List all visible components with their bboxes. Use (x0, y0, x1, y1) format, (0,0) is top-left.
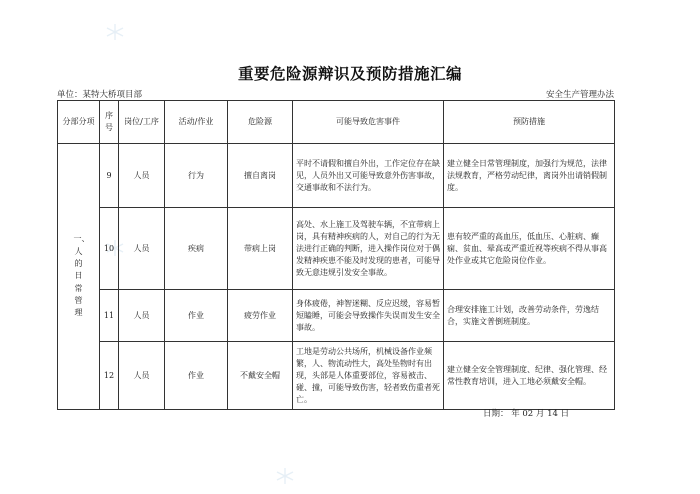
header-activity: 活动/作业 (165, 101, 228, 144)
measures-cell: 建立健全日常管理制度，加强行为规范，法律法规教育，严格劳动纪律，离岗外出请销假制度。 (444, 144, 615, 208)
unit-label: 单位：某特大桥项目部 (57, 90, 143, 100)
header-hazard: 危险源 (228, 101, 293, 144)
consequence-cell: 身体疲倦，神智迷糊、反应迟缓，容易暂短瞌睡，可能会导致操作失误而发生安全事故。 (293, 290, 444, 342)
activity-cell: 作业 (165, 342, 228, 410)
measures-cell: 建立健全安全管理制度、纪律、强化管理、经常性教育培训，进入工地必须戴安全帽。 (444, 342, 615, 410)
hazard-cell: 不戴安全帽 (228, 342, 293, 410)
post-cell: 人员 (119, 342, 165, 410)
watermark-icon (98, 22, 132, 42)
header-dept: 分部分项 (58, 101, 100, 144)
category-label: 一、人的日常管理 (73, 234, 90, 318)
hazard-cell: 带病上岗 (228, 208, 293, 290)
header-measures: 预防措施 (444, 101, 615, 144)
activity-cell: 疾病 (165, 208, 228, 290)
post-cell: 人员 (119, 290, 165, 342)
seq-cell: 9 (100, 144, 119, 208)
measures-cell: 患有较严重的高血压，低血压、心脏病、癫痫、贫血、晕高或严重近视等疾病不得从事高处作业或其它危险岗位作业。 (444, 208, 615, 290)
activity-cell: 行为 (165, 144, 228, 208)
seq-cell: 11 (100, 290, 119, 342)
hazard-table (57, 100, 615, 410)
measures-cell: 合理安排施工计划，改善劳动条件，劳逸结合，实施文普倒班制度。 (444, 290, 615, 342)
category-cell (58, 144, 100, 410)
header-consequence: 可能导致危害事件 (293, 101, 444, 144)
date-label: 日期： 年 02 月 14 日 (483, 409, 570, 419)
seq-cell: 10 (100, 208, 119, 290)
table-header-row (58, 101, 615, 144)
hazard-cell: 疲劳作业 (228, 290, 293, 342)
hazard-cell: 擅自离岗 (228, 144, 293, 208)
post-cell: 人员 (119, 208, 165, 290)
table-row (58, 342, 615, 410)
consequence-cell: 高处、水上施工及驾驶车辆，不宜带病上岗，具有精神疾病的人，对自己的行为无法进行正确的判断，进入操作岗位对于偶发精神疾患不能及时发现的患者，可能导致无意违规引发安全事故。 (293, 208, 444, 290)
header-post: 岗位/工序 (119, 101, 165, 144)
watermark-icon (268, 466, 302, 486)
page-title: 重要危险源辩识及预防措施汇编 (237, 64, 462, 83)
activity-cell: 作业 (165, 290, 228, 342)
document-tag: 安全生产管理办法 (545, 90, 614, 100)
seq-cell: 12 (100, 342, 119, 410)
consequence-cell: 平时不请假和擅自外出，工作定位存在缺见，人员外出又可能导致意外伤害事故，交通事故和不法行为。 (293, 144, 444, 208)
post-cell: 人员 (119, 144, 165, 208)
consequence-cell: 工地是劳动公共场所，机械设备作业频繁，人、物流动性大，高处坠物时有出现，头部是人体重要部位，容易被击、碰、撞，可能导致伤害，轻者致伤重者死亡。 (293, 342, 444, 410)
table-row (58, 290, 615, 342)
header-seq: 序号 (100, 101, 119, 144)
table-row (58, 208, 615, 290)
table-row (58, 144, 615, 208)
